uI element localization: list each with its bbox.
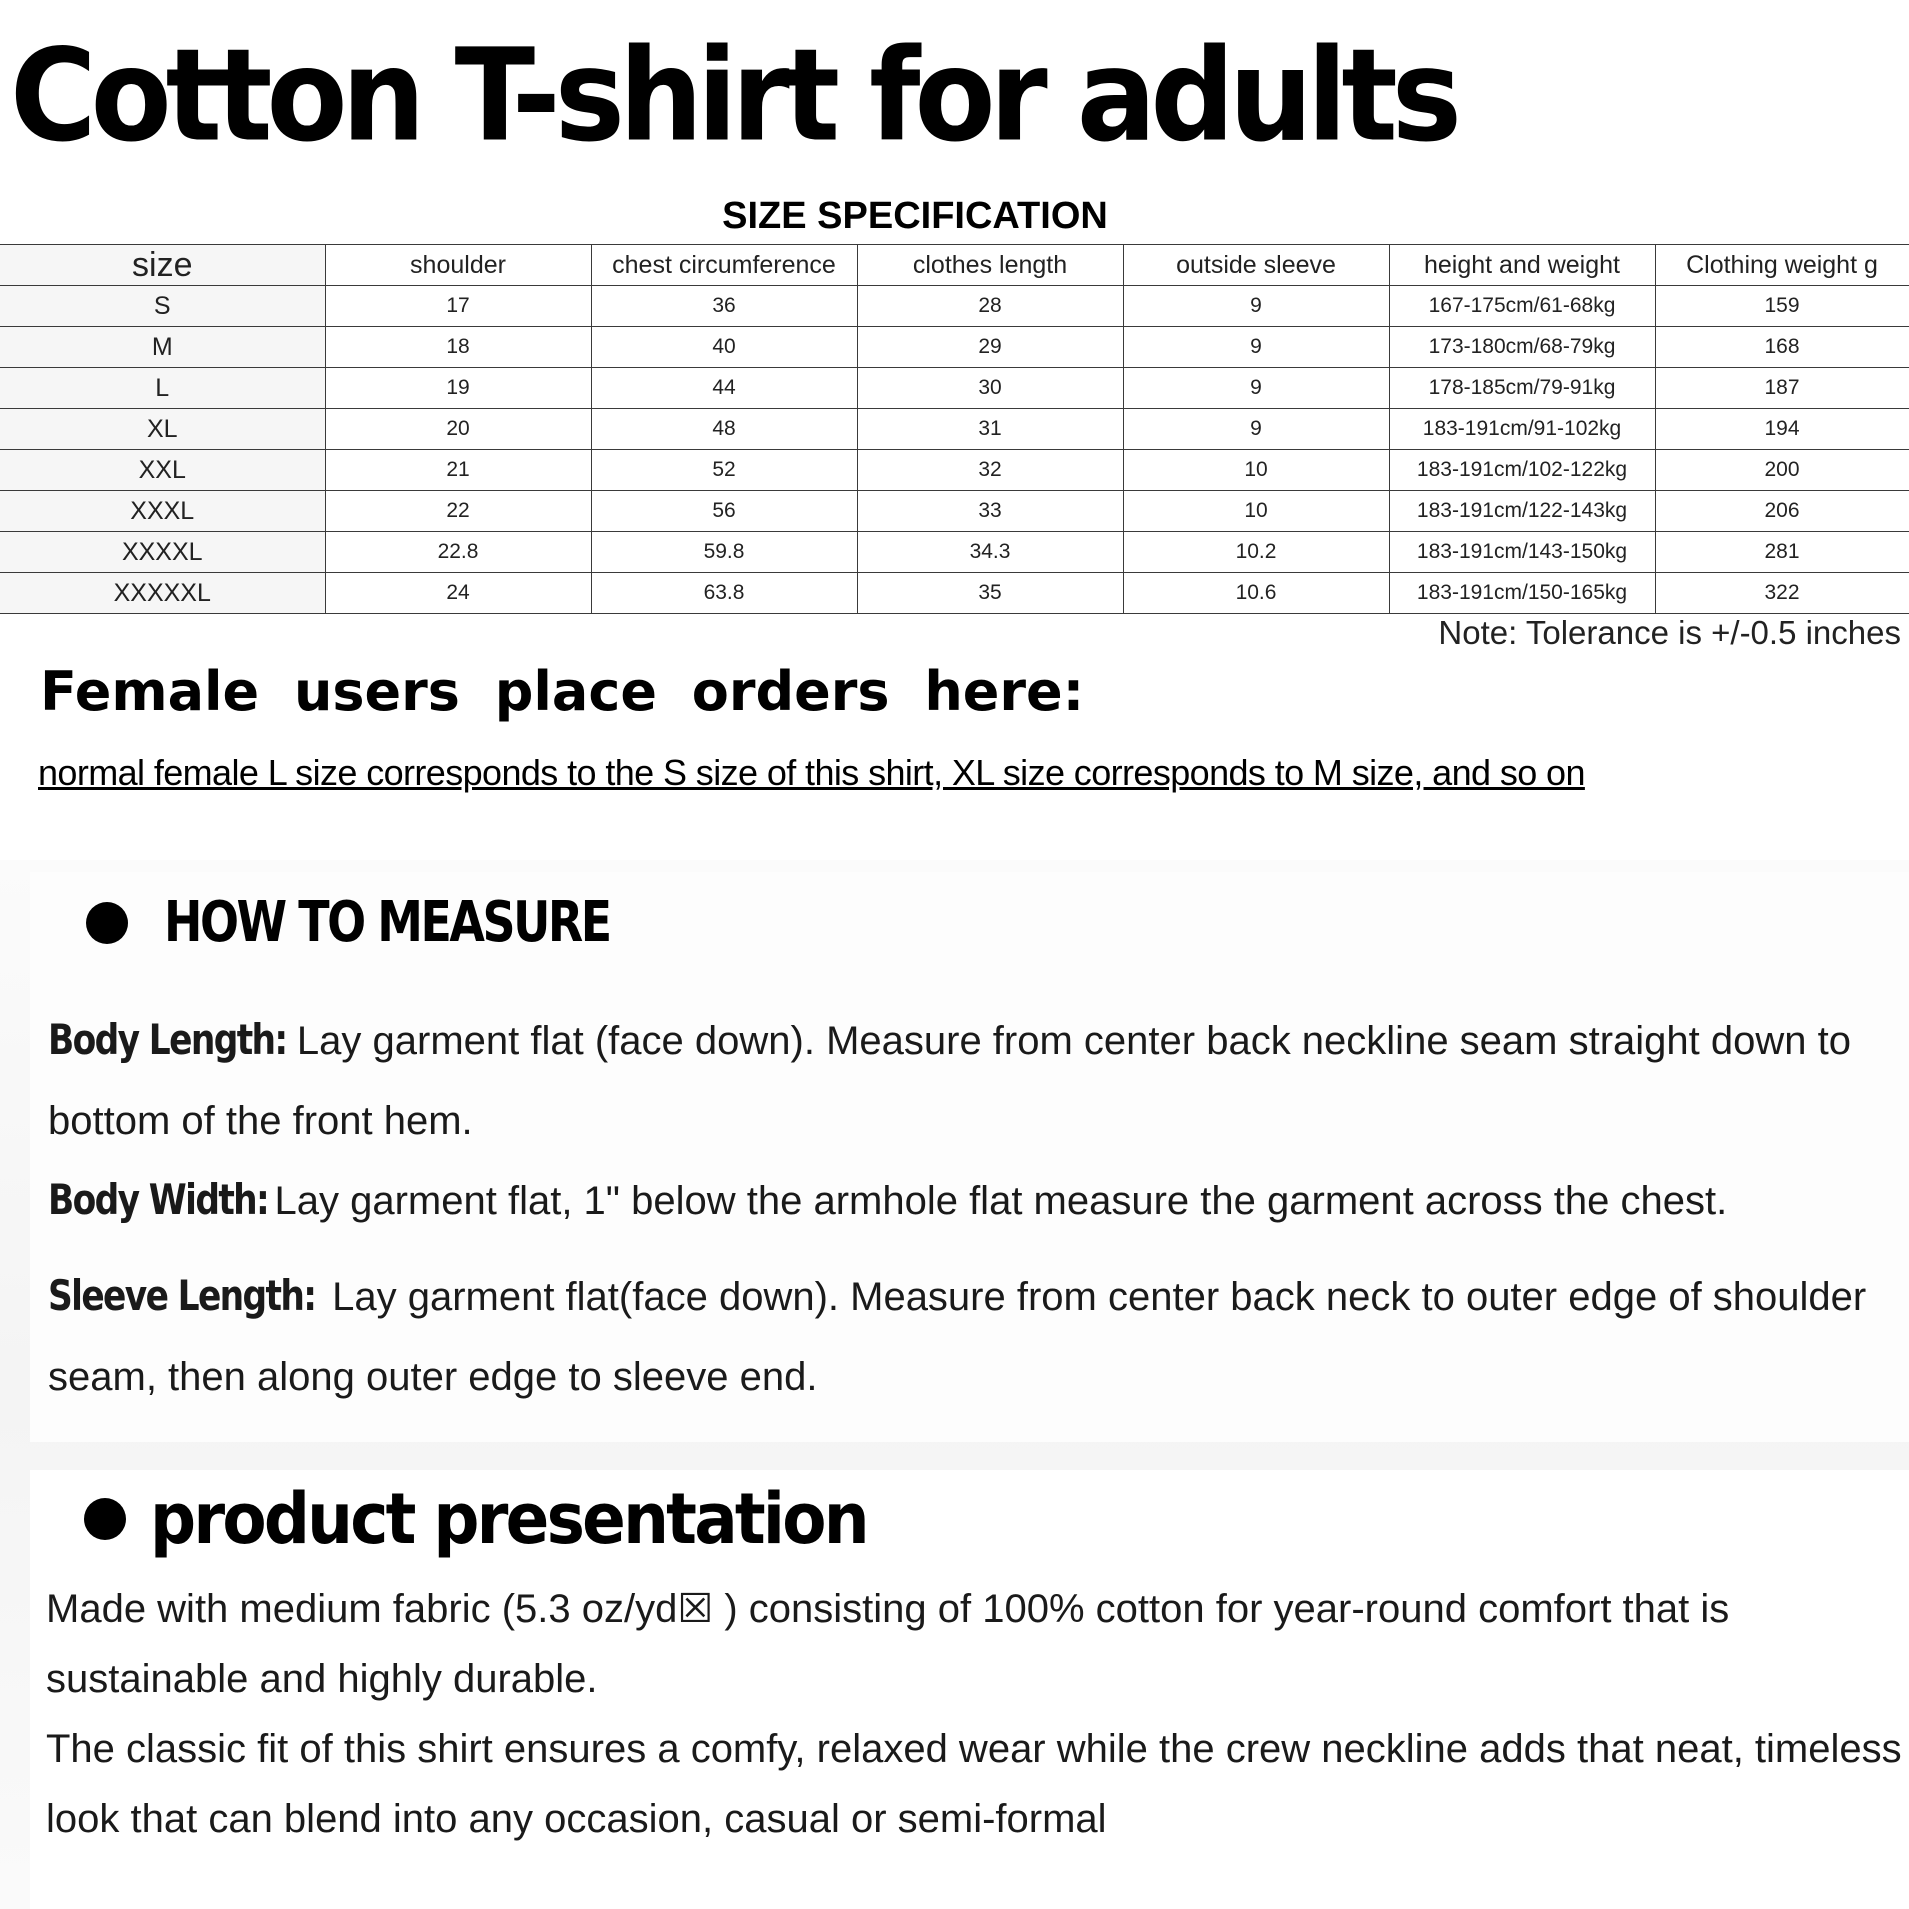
product-presentation-heading [84,1478,929,1560]
table-header-row [0,245,1909,286]
body-length-paragraph [48,1000,1888,1161]
table-cell: 168 [1655,327,1909,368]
bullet-icon [86,902,128,944]
table-cell: 22.8 [325,532,591,573]
table-cell: 200 [1655,450,1909,491]
column-header-sleeve: outside sleeve [1123,245,1389,286]
column-header-height-weight: height and weight [1389,245,1655,286]
table-cell: 30 [857,368,1123,409]
table-row [0,532,1909,573]
table-cell: 187 [1655,368,1909,409]
table-cell: 21 [325,450,591,491]
table-cell: 20 [325,409,591,450]
column-header-size: size [0,245,325,286]
table-cell: 9 [1123,327,1389,368]
table-cell: 9 [1123,368,1389,409]
table-row [0,450,1909,491]
table-cell: 18 [325,327,591,368]
table-cell: 9 [1123,409,1389,450]
table-cell: 17 [325,286,591,327]
bullet-icon [84,1498,126,1540]
table-cell: 31 [857,409,1123,450]
table-row [0,286,1909,327]
table-cell: 183-191cm/102-122kg [1389,450,1655,491]
table-cell: 44 [591,368,857,409]
table-cell: 22 [325,491,591,532]
table-cell: 159 [1655,286,1909,327]
table-cell: 178-185cm/79-91kg [1389,368,1655,409]
size-cell: XXXXXL [0,573,325,614]
how-to-measure-label: HOW TO MEASURE [164,890,610,955]
table-cell: 35 [857,573,1123,614]
product-paragraph-fabric: Made with medium fabric (5.3 oz/yd☒ ) consisting of 100% cotton for year-round comfort that is sustainable and highly durable. [46,1587,1730,1701]
table-cell: 183-191cm/91-102kg [1389,409,1655,450]
table-cell: 24 [325,573,591,614]
table-cell: 183-191cm/150-165kg [1389,573,1655,614]
table-cell: 183-191cm/122-143kg [1389,491,1655,532]
size-spec-table [0,244,1909,614]
table-cell: 56 [591,491,857,532]
table-cell: 194 [1655,409,1909,450]
size-cell: XXL [0,450,325,491]
table-cell: 40 [591,327,857,368]
column-header-clothing-weight: Clothing weight g [1655,245,1909,286]
table-cell: 19 [325,368,591,409]
size-cell: XXXL [0,491,325,532]
table-cell: 63.8 [591,573,857,614]
column-header-length: clothes length [857,245,1123,286]
body-length-text: Lay garment flat (face down). Measure from center back neckline seam straight down to bottom of the front hem. [48,1019,1851,1143]
sleeve-length-paragraph [48,1256,1888,1417]
sleeve-length-term: Sleeve Length: [48,1271,316,1320]
female-size-note: normal female L size corresponds to the S size of this shirt, XL size corresponds to M size, and so on [38,752,1585,793]
size-cell: XXXXL [0,532,325,573]
table-row [0,491,1909,532]
product-paragraph-fit: The classic fit of this shirt ensures a comfy, relaxed wear while the crew neckline adds that neat, timeless look that can blend into any occasion, casual or semi-formal [46,1727,1902,1841]
table-cell: 10 [1123,450,1389,491]
table-cell: 34.3 [857,532,1123,573]
table-cell: 32 [857,450,1123,491]
table-cell: 322 [1655,573,1909,614]
table-cell: 206 [1655,491,1909,532]
table-cell: 10.2 [1123,532,1389,573]
table-cell: 29 [857,327,1123,368]
table-cell: 48 [591,409,857,450]
tolerance-note: Note: Tolerance is +/-0.5 inches [1438,614,1901,651]
table-cell: 33 [857,491,1123,532]
table-row [0,327,1909,368]
size-cell: XL [0,409,325,450]
body-width-text: Lay garment flat, 1" below the armhole flat measure the garment across the chest. [274,1179,1728,1223]
sleeve-length-text: Lay garment flat(face down). Measure from center back neck to outer edge of shoulder seam, then along outer edge to sleeve end. [48,1275,1867,1399]
body-width-paragraph [48,1160,1888,1241]
table-cell: 28 [857,286,1123,327]
table-cell: 10 [1123,491,1389,532]
table-cell: 36 [591,286,857,327]
size-spec-body [0,286,1909,614]
table-cell: 173-180cm/68-79kg [1389,327,1655,368]
table-row [0,573,1909,614]
female-orders-heading: Female users place orders here: [40,660,1085,723]
product-presentation-label: product presentation [150,1478,867,1560]
page-title: Cotton T-shirt for adults [10,20,1456,170]
table-cell: 10.6 [1123,573,1389,614]
table-row [0,409,1909,450]
size-cell: S [0,286,325,327]
body-length-term: Body Length: [48,1015,287,1064]
table-cell: 52 [591,450,857,491]
product-description [46,1574,1906,1854]
size-cell: M [0,327,325,368]
table-cell: 59.8 [591,532,857,573]
size-spec-heading: SIZE SPECIFICATION [722,195,1108,237]
table-cell: 167-175cm/61-68kg [1389,286,1655,327]
table-cell: 9 [1123,286,1389,327]
table-cell: 281 [1655,532,1909,573]
table-cell: 183-191cm/143-150kg [1389,532,1655,573]
column-header-chest: chest circumference [591,245,857,286]
body-width-term: Body Width: [48,1175,269,1224]
table-row [0,368,1909,409]
how-to-measure-heading [86,890,708,955]
size-cell: L [0,368,325,409]
column-header-shoulder: shoulder [325,245,591,286]
